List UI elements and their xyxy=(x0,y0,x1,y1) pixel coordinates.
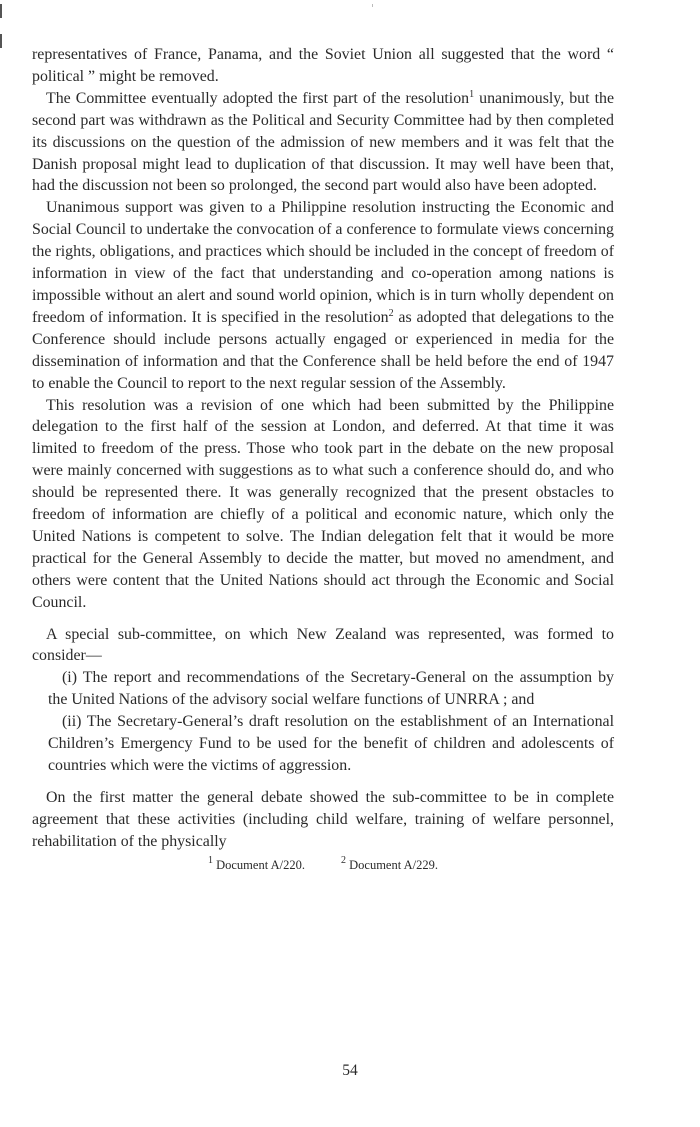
footnotes xyxy=(32,854,614,873)
footnote-2 xyxy=(341,854,439,872)
paragraph-text: The Committee eventually adopted the first part of the resolution xyxy=(46,89,470,107)
document-page xyxy=(32,44,614,873)
paragraph-committee-adoption xyxy=(32,88,614,198)
left-margin-mark xyxy=(0,4,2,18)
footnote-text: Document A/229. xyxy=(346,857,439,872)
paragraph-text: Unanimous support was given to a Philippine resolution instructing the Economic and Social Council to undertake the convocation of a conference to formulate views concerning the rights, obligations, and practices which should be included in the concept of freedom of information in view of the fact that understanding and co-operation among nations is impossible without an alert and sound world opinion, which is in turn wholly dependent on freedom of information. It is specified in the resolution xyxy=(32,199,614,326)
footnote-1 xyxy=(207,854,305,872)
paragraph-text: as adopted that delegations to the Conference should include persons actually engaged or experienced in media for the dissemination of information and that the Conference shall be held before the end of 1947 to enable the Council to report to the next regular session of the Assembly. xyxy=(32,308,614,392)
footnote-text: Document A/220. xyxy=(212,857,305,872)
footnote-reference-2: 2 xyxy=(388,307,394,319)
paragraph-sub-committee: A special sub-committee, on which New Zealand was represented, was formed to consider— xyxy=(32,625,614,665)
list-item-unrra: (i) The report and recommendations of the Secretary-General on the assumption by the United Nations of the advisory social welfare functions of UNRRA ; and xyxy=(48,669,614,709)
footnote-mark: 2 xyxy=(341,854,346,866)
scan-speck xyxy=(372,4,373,7)
paragraph-continuation: representatives of France, Panama, and the Soviet Union all suggested that the word “ political ” might be removed. xyxy=(32,46,614,85)
list-item-childrens-fund: (ii) The Secretary-General’s draft resolution on the establishment of an International Children’s Emergency Fund to be used for the benefit of children and adolescents of countries which were the victims of aggression. xyxy=(48,713,614,774)
page-number: 54 xyxy=(342,1062,358,1079)
paragraph-philippine-resolution xyxy=(32,197,614,394)
paragraph-first-matter: On the first matter the general debate showed the sub-committee to be in complete agreement that these activities (including child welfare, training of welfare personnel, rehabilitation of the physically xyxy=(32,788,614,850)
paragraph-revision: This resolution was a revision of one which had been submitted by the Philippine delegation to the first half of the session at London, and deferred. At that time it was limited to freedom of the press. Those who took part in the debate on the new proposal were mainly concerned with suggestions as to what such a conference should do, and who should be represented there. It was generally recognized that the present obstacles to freedom of information are chiefly of a political and economic nature, which only the United Nations is competent to solve. The Indian delegation felt that it would be more practical for the General Assembly to decide the matter, but moved no amendment, and others were content that the United Nations should act through the Economic and Social Council. xyxy=(32,396,614,611)
footnote-reference-1: 1 xyxy=(469,88,475,100)
footnote-mark: 1 xyxy=(207,854,213,866)
left-margin-mark xyxy=(0,34,2,48)
paragraph-text: unanimously, but the second part was withdrawn as the Political and Security Committee had by then completed its discussions on the question of the admission of new members and it was felt that the Danish proposal might lead to duplication of that discussion. It may well have been that, had the discussion not been so prolonged, the second part would also have been adopted. xyxy=(32,89,614,195)
